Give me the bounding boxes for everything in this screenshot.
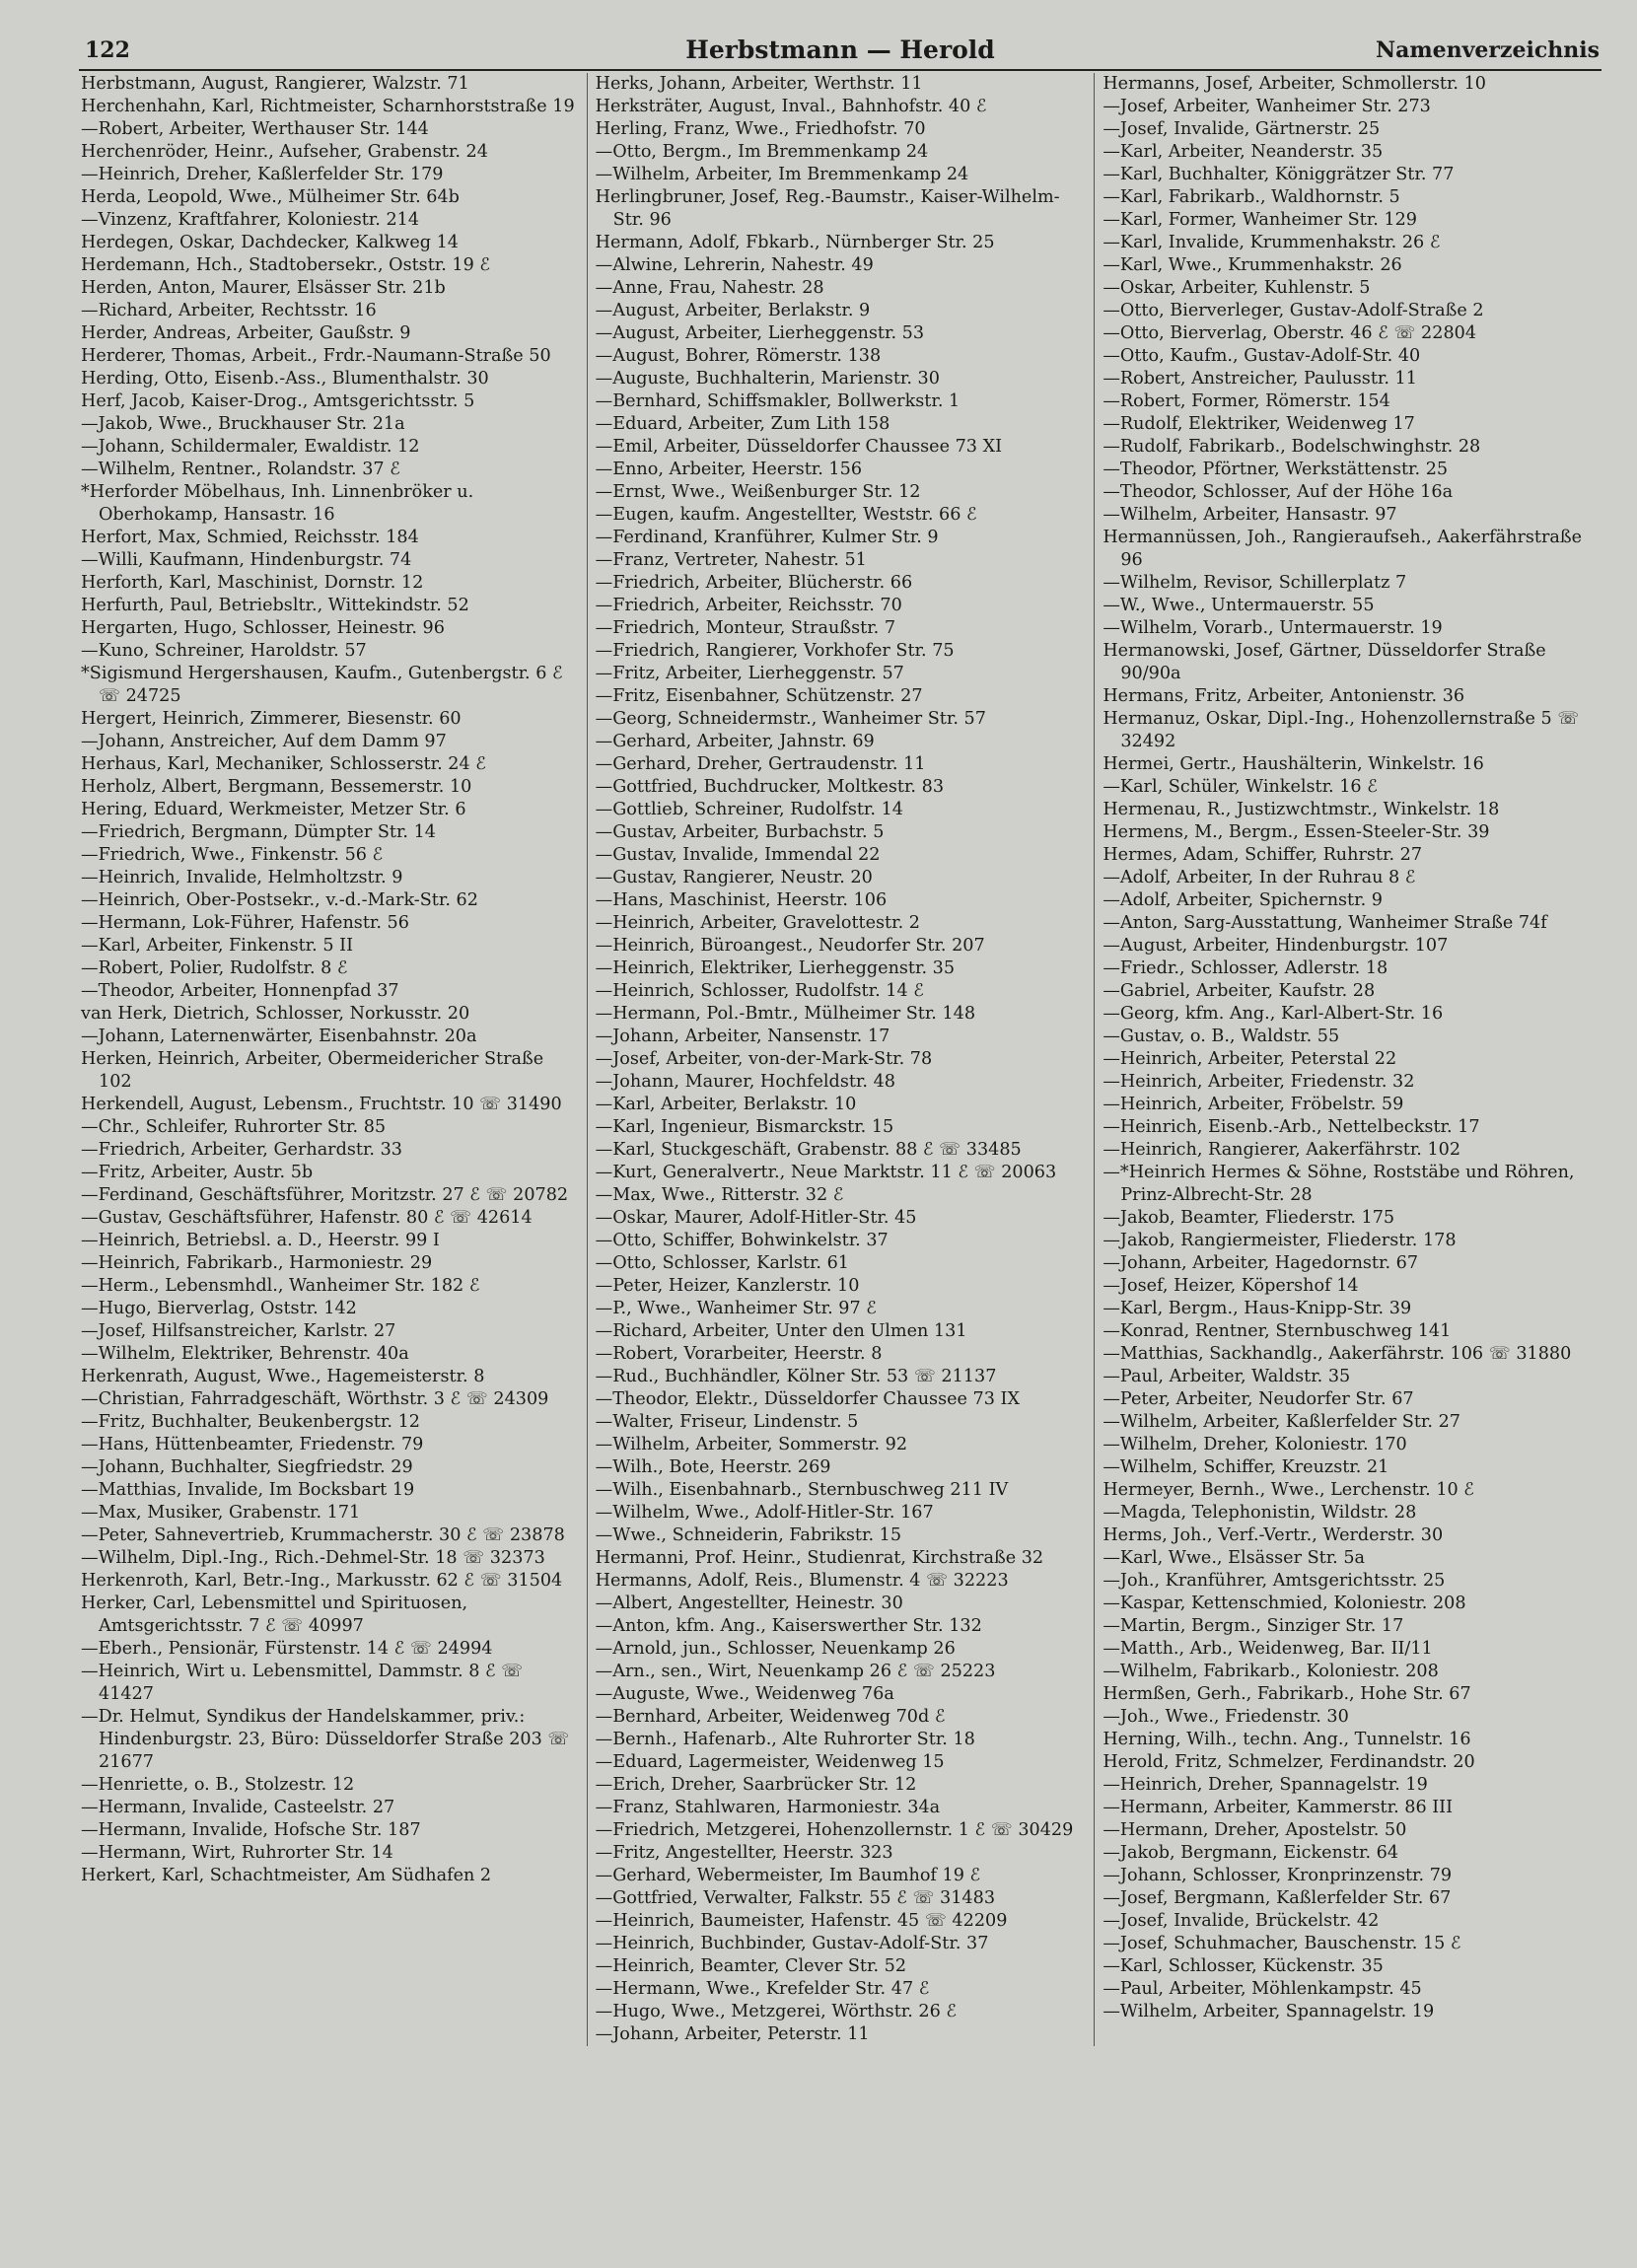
directory-entry: —Friedrich, Metzgerei, Hohenzollernstr. 1 ℰ ☏ 30429 [595,1820,1074,1840]
directory-entry: —Karl, Former, Wanheimer Str. 129 [1103,210,1417,230]
directory-entry: —Henriette, o. B., Stolzestr. 12 [81,1775,355,1795]
directory-entry: —Robert, Polier, Rudolfstr. 8 ℰ [81,958,348,978]
directory-entry: —Heinrich, Schlosser, Rudolfstr. 14 ℰ [595,981,924,1001]
directory-entry: —Hermann, Pol.-Bmtr., Mülheimer Str. 148 [595,1004,976,1024]
directory-entry: —Fritz, Eisenbahner, Schützenstr. 27 [595,686,923,706]
directory-entry: —Otto, Bierverleger, Gustav-Adolf-Straße 2 [1103,301,1484,320]
directory-entry: —Georg, Schneidermstr., Wanheimer Str. 57 [595,709,986,729]
directory-entry: Hermei, Gertr., Haushälterin, Winkelstr. 16 [1103,754,1484,774]
directory-entry: —Otto, Schiffer, Bohwinkelstr. 37 [595,1231,889,1250]
directory-entry: —Franz, Vertreter, Nahestr. 51 [595,550,867,570]
directory-entry: —Heinrich, Elektriker, Lierheggenstr. 35 [595,958,956,978]
directory-entry: —Wilhelm, Dreher, Koloniestr. 170 [1103,1435,1407,1454]
directory-entry: Hermans, Fritz, Arbeiter, Antonienstr. 36 [1103,686,1465,706]
directory-entry: —Friedrich, Arbeiter, Reichsstr. 70 [595,596,902,615]
directory-entry: —Johann, Schildermaler, Ewaldistr. 12 [81,437,420,457]
page-number: 122 [85,37,130,63]
directory-entry: —Hermann, Arbeiter, Kammerstr. 86 III [1103,1798,1454,1817]
directory-entry: —Eugen, kaufm. Angestellter, Weststr. 66 ℰ [595,505,977,525]
directory-entry: —Walter, Friseur, Lindenstr. 5 [595,1412,859,1432]
directory-entry: —Johann, Arbeiter, Hagedornstr. 67 [1103,1253,1419,1273]
directory-entry: —August, Arbeiter, Lierheggenstr. 53 [595,323,925,343]
directory-entry: —Gerhard, Arbeiter, Jahnstr. 69 [595,732,875,751]
directory-entry: —Kuno, Schreiner, Haroldstr. 57 [81,641,367,661]
directory-entry: —Theodor, Pförtner, Werkstättenstr. 25 [1103,460,1449,479]
directory-entry: —Dr. Helmut, Syndikus der Handelskammer, priv.: Hindenburgstr. 23, Büro: Düsseldorfer Straße 203 ☏ 21677 [81,1707,570,1772]
directory-entry: —Chr., Schleifer, Ruhrorter Str. 85 [81,1117,387,1137]
directory-entry: —Konrad, Rentner, Sternbuschweg 141 [1103,1321,1452,1341]
directory-entry: Herhaus, Karl, Mechaniker, Schlosserstr. 24 ℰ [81,754,486,774]
directory-entry: —Adolf, Arbeiter, In der Ruhrau 8 ℰ [1103,868,1416,887]
directory-entry: —Franz, Stahlwaren, Harmoniestr. 34a [595,1798,941,1817]
directory-entry: —Fritz, Arbeiter, Austr. 5b [81,1163,314,1182]
directory-entry: —Wilhelm, Arbeiter, Hansastr. 97 [1103,505,1397,525]
section-title: Namenverzeichnis [1376,37,1600,63]
directory-entry: —Karl, Schlosser, Kückenstr. 35 [1103,1956,1384,1976]
directory-entry: —Hans, Hüttenbeamter, Friedenstr. 79 [81,1435,424,1454]
directory-entry: —Jakob, Beamter, Fliederstr. 175 [1103,1208,1395,1228]
directory-entry: Hermanowski, Josef, Gärtner, Düsseldorfer Straße 90/90a [1103,641,1546,683]
directory-entry: —Gerhard, Webermeister, Im Baumhof 19 ℰ [595,1866,981,1885]
running-head: Herbstmann — Herold [685,35,995,64]
directory-entry: Hermeyer, Bernh., Wwe., Lerchenstr. 10 ℰ [1103,1480,1474,1500]
directory-entry: —Oskar, Maurer, Adolf-Hitler-Str. 45 [595,1208,917,1228]
directory-entry: —Arnold, jun., Schlosser, Neuenkamp 26 [595,1639,956,1659]
directory-entry: —Heinrich, Arbeiter, Gravelottestr. 2 [595,913,920,933]
directory-entry: —Heinrich, Arbeiter, Fröbelstr. 59 [1103,1095,1404,1114]
directory-entry: —Jakob, Bergmann, Eickenstr. 64 [1103,1843,1399,1863]
directory-entry: —Josef, Arbeiter, von-der-Mark-Str. 78 [595,1049,933,1069]
directory-entry: *Sigismund Hergershausen, Kaufm., Gutenbergstr. 6 ℰ ☏ 24725 [81,664,563,706]
directory-entry: —Heinrich, Ober-Postsekr., v.-d.-Mark-Str. 62 [81,890,478,910]
directory-entry: —Joh., Kranführer, Amtsgerichtsstr. 25 [1103,1571,1446,1591]
directory-entry: —August, Arbeiter, Berlakstr. 9 [595,301,871,320]
directory-entry: —Wilhelm, Wwe., Adolf-Hitler-Str. 167 [595,1503,934,1523]
directory-entry: —P., Wwe., Wanheimer Str. 97 ℰ [595,1299,877,1318]
column-3 [1094,73,1601,2046]
directory-entry: —Matthias, Sackhandlg., Aakerfährstr. 106 ☏ 31880 [1103,1344,1572,1364]
directory-entry: —Karl, Buchhalter, Königgrätzer Str. 77 [1103,165,1455,184]
directory-entry: —Eberh., Pensionär, Fürstenstr. 14 ℰ ☏ 24994 [81,1639,493,1659]
directory-entry: Hergert, Heinrich, Zimmerer, Biesenstr. 60 [81,709,462,729]
directory-entry: —Gottfried, Buchdrucker, Moltkestr. 83 [595,777,945,797]
directory-entry: —Josef, Hilfsanstreicher, Karlstr. 27 [81,1321,396,1341]
directory-entry: —Heinrich, Betriebsl. a. D., Heerstr. 99 I [81,1231,440,1250]
directory-entry: —Richard, Arbeiter, Rechtsstr. 16 [81,301,377,320]
directory-entry: —W., Wwe., Untermauerstr. 55 [1103,596,1375,615]
directory-entry: —Alwine, Lehrerin, Nahestr. 49 [595,255,874,275]
directory-entry: —Wilh., Eisenbahnarb., Sternbuschweg 211 IV [595,1480,1009,1500]
directory-entry: —Ferdinand, Kranführer, Kulmer Str. 9 [595,528,939,547]
directory-entry: —Wilhelm, Revisor, Schillerplatz 7 [1103,573,1407,593]
directory-entry: —Johann, Buchhalter, Siegfriedstr. 29 [81,1457,413,1477]
directory-entry: —Gustav, Geschäftsführer, Hafenstr. 80 ℰ ☏ 42614 [81,1208,533,1228]
directory-entry: —Hermann, Wwe., Krefelder Str. 47 ℰ [595,1979,930,1999]
directory-entry: —Martin, Bergm., Sinziger Str. 17 [1103,1616,1404,1636]
directory-entry: van Herk, Dietrich, Schlosser, Norkusstr. 20 [81,1004,470,1024]
directory-entry: —Friedrich, Arbeiter, Blücherstr. 66 [595,573,913,593]
directory-entry: —August, Bohrer, Römerstr. 138 [595,346,882,366]
directory-entry: —Fritz, Buchhalter, Beukenbergstr. 12 [81,1412,420,1432]
directory-entry: —Jakob, Rangiermeister, Fliederstr. 178 [1103,1231,1457,1250]
directory-entry: —Wwe., Schneiderin, Fabrikstr. 15 [595,1525,902,1545]
directory-entry: —Magda, Telephonistin, Wildstr. 28 [1103,1503,1417,1523]
directory-entry: Herder, Andreas, Arbeiter, Gaußstr. 9 [81,323,411,343]
directory-entry: —Gottlieb, Schreiner, Rudolfstr. 14 [595,800,903,819]
directory-entry: —Otto, Bergm., Im Bremmenkamp 24 [595,142,929,162]
directory-entry: —Johann, Laternenwärter, Eisenbahnstr. 20a [81,1027,477,1046]
directory-entry: —Matthias, Invalide, Im Bocksbart 19 [81,1480,415,1500]
directory-entry: —Hermann, Dreher, Apostelstr. 50 [1103,1820,1407,1840]
directory-entry: Herksträter, August, Inval., Bahnhofstr. 40 ℰ [595,97,987,116]
directory-entry: —Otto, Bierverlag, Oberstr. 46 ℰ ☏ 22804 [1103,323,1477,343]
directory-entry: Herkert, Karl, Schachtmeister, Am Südhafen 2 [81,1866,492,1885]
directory-entry: —Peter, Arbeiter, Neudorfer Str. 67 [1103,1389,1414,1409]
directory-entry: —Willi, Kaufmann, Hindenburgstr. 74 [81,550,412,570]
directory-entry: Herlingbruner, Josef, Reg.-Baumstr., Kaiser-Wilhelm-Str. 96 [595,187,1060,230]
directory-entry: —Rudolf, Fabrikarb., Bodelschwinghstr. 28 [1103,437,1481,457]
directory-entry: Hermannüssen, Joh., Rangieraufseh., Aakerfährstraße 96 [1103,528,1583,570]
directory-entry: —Wilhelm, Arbeiter, Sommerstr. 92 [595,1435,908,1454]
directory-entry: —Josef, Arbeiter, Wanheimer Str. 273 [1103,97,1431,116]
directory-entry: —Fritz, Angestellter, Heerstr. 323 [595,1843,893,1863]
directory-entry: —Friedrich, Monteur, Straußstr. 7 [595,618,896,638]
directory-entry: Herf, Jacob, Kaiser-Drog., Amtsgerichtsstr. 5 [81,391,475,411]
directory-entry: —Wilhelm, Arbeiter, Kaßlerfelder Str. 27 [1103,1412,1460,1432]
directory-entry: —Karl, Arbeiter, Neanderstr. 35 [1103,142,1384,162]
directory-entry: —Jakob, Wwe., Bruckhauser Str. 21a [81,414,405,434]
directory-entry: —Heinrich, Wirt u. Lebensmittel, Dammstr. 8 ℰ ☏ 41427 [81,1662,524,1704]
directory-entry: —Josef, Invalide, Gärtnerstr. 25 [1103,119,1381,139]
directory-entry: Hermes, Adam, Schiffer, Ruhrstr. 27 [1103,845,1423,865]
directory-entry: —Josef, Heizer, Köpershof 14 [1103,1276,1359,1296]
directory-entry: —Otto, Schlosser, Karlstr. 61 [595,1253,849,1273]
directory-entry: —Bernhard, Schiffsmakler, Bollwerkstr. 1 [595,391,961,411]
directory-entry: —Heinrich, Baumeister, Hafenstr. 45 ☏ 42209 [595,1911,1008,1931]
directory-entry: —Wilh., Bote, Heerstr. 269 [595,1457,831,1477]
directory-entry: —Adolf, Arbeiter, Spichernstr. 9 [1103,890,1383,910]
directory-entry: —Karl, Arbeiter, Finkenstr. 5 II [81,936,354,956]
directory-entry: Herms, Joh., Verf.-Vertr., Werderstr. 30 [1103,1525,1444,1545]
column-2 [587,73,1095,2046]
directory-entry: —Hermann, Wirt, Ruhrorter Str. 14 [81,1843,393,1863]
directory-entry: —Heinrich, Arbeiter, Friedenstr. 32 [1103,1072,1415,1092]
directory-entry: Hermann, Adolf, Fbkarb., Nürnberger Str. 25 [595,233,995,252]
directory-entry: —Robert, Arbeiter, Werthauser Str. 144 [81,119,429,139]
directory-entry: —Wilhelm, Arbeiter, Im Bremmenkamp 24 [595,165,969,184]
directory-entry: —Max, Musiker, Grabenstr. 171 [81,1503,361,1523]
directory-entry: Herling, Franz, Wwe., Friedhofstr. 70 [595,119,926,139]
directory-entry: —Friedrich, Arbeiter, Gerhardstr. 33 [81,1140,402,1160]
directory-entry: —Wilhelm, Dipl.-Ing., Rich.-Dehmel-Str. 18 ☏ 32373 [81,1548,545,1568]
directory-entry: —Wilhelm, Fabrikarb., Koloniestr. 208 [1103,1662,1439,1681]
directory-entry: —Karl, Wwe., Krummenhakstr. 26 [1103,255,1402,275]
directory-entry: —Rudolf, Elektriker, Weidenweg 17 [1103,414,1415,434]
directory-entry: —Heinrich, Fabrikarb., Harmoniestr. 29 [81,1253,433,1273]
directory-entry: —Heinrich, Beamter, Clever Str. 52 [595,1956,907,1976]
directory-entry: —Friedr., Schlosser, Adlerstr. 18 [1103,958,1388,978]
directory-entry: Herkendell, August, Lebensm., Fruchtstr. 10 ☏ 31490 [81,1095,562,1114]
directory-entry: —Theodor, Schlosser, Auf der Höhe 16a [1103,482,1454,502]
directory-entry: —Gustav, Rangierer, Neustr. 20 [595,868,873,887]
directory-entry: —Karl, Stuckgeschäft, Grabenstr. 88 ℰ ☏ 33485 [595,1140,1022,1160]
directory-entry: Herbstmann, August, Rangierer, Walzstr. 71 [81,74,469,94]
directory-entry: Herding, Otto, Eisenb.-Ass., Blumenthalstr. 30 [81,369,489,389]
directory-entry: —Peter, Heizer, Kanzlerstr. 10 [595,1276,860,1296]
directory-entry: —Heinrich, Dreher, Kaßlerfelder Str. 179 [81,165,444,184]
directory-entry: —Christian, Fahrradgeschäft, Wörthstr. 3 ℰ ☏ 24309 [81,1389,549,1409]
directory-entry: —Karl, Invalide, Krummenhakstr. 26 ℰ [1103,233,1441,252]
directory-entry: —Heinrich, Arbeiter, Peterstal 22 [1103,1049,1397,1069]
directory-entry: Hermanuz, Oskar, Dipl.-Ing., Hohenzollernstraße 5 ☏ 32492 [1103,709,1580,751]
directory-entry: —Gabriel, Arbeiter, Kaufstr. 28 [1103,981,1376,1001]
directory-entry: —Wilhelm, Vorarb., Untermauerstr. 19 [1103,618,1443,638]
directory-entry: Hermens, M., Bergm., Essen-Steeler-Str. 39 [1103,822,1490,842]
directory-entry: —Wilhelm, Elektriker, Behrenstr. 40a [81,1344,409,1364]
directory-entry: —Hermann, Lok-Führer, Hafenstr. 56 [81,913,409,933]
directory-entry: Herchenhahn, Karl, Richtmeister, Scharnhorststraße 19 [81,97,575,116]
directory-entry: —Karl, Fabrikarb., Waldhornstr. 5 [1103,187,1400,207]
directory-entry: Herold, Fritz, Schmelzer, Ferdinandstr. 20 [1103,1752,1475,1772]
directory-entry: Herda, Leopold, Wwe., Mülheimer Str. 64b [81,187,460,207]
directory-entry: —Anton, kfm. Ang., Kaiserswerther Str. 132 [595,1616,982,1636]
directory-entry: —Johann, Schlosser, Kronprinzenstr. 79 [1103,1866,1453,1885]
directory-entry: —Johann, Arbeiter, Peterstr. 11 [595,2024,870,2044]
directory-entry: —Oskar, Arbeiter, Kuhlenstr. 5 [1103,278,1371,298]
directory-entry: Herholz, Albert, Bergmann, Bessemerstr. 10 [81,777,472,797]
directory-entry: Herdegen, Oskar, Dachdecker, Kalkweg 14 [81,233,459,252]
directory-entry: —Paul, Arbeiter, Waldstr. 35 [1103,1367,1351,1386]
directory-entry: —Richard, Arbeiter, Unter den Ulmen 131 [595,1321,967,1341]
directory-entry: —Matth., Arb., Weidenweg, Bar. II/11 [1103,1639,1433,1659]
directory-entry: —Enno, Arbeiter, Heerstr. 156 [595,460,863,479]
directory-entry: —Hugo, Bierverlag, Oststr. 142 [81,1299,357,1318]
directory-entry: —Gerhard, Dreher, Gertraudenstr. 11 [595,754,926,774]
page-header [79,35,1601,71]
directory-entry: —Heinrich, Rangierer, Aakerfährstr. 102 [1103,1140,1461,1160]
directory-entry: —Josef, Invalide, Brückelstr. 42 [1103,1911,1380,1931]
directory-entry: Herderer, Thomas, Arbeit., Frdr.-Naumann-Straße 50 [81,346,551,366]
directory-entry: —Eduard, Arbeiter, Zum Lith 158 [595,414,890,434]
directory-entry: —Robert, Former, Römerstr. 154 [1103,391,1390,411]
directory-entry: —Gustav, Invalide, Immendal 22 [595,845,881,865]
directory-entry: —Gustav, Arbeiter, Burbachstr. 5 [595,822,885,842]
directory-entry: Hergarten, Hugo, Schlosser, Heinestr. 96 [81,618,445,638]
directory-entry: —Albert, Angestellter, Heinestr. 30 [595,1594,903,1613]
directory-entry: —August, Arbeiter, Hindenburgstr. 107 [1103,936,1449,956]
directory-columns [79,73,1601,2046]
directory-entry: Herchenröder, Heinr., Aufseher, Grabenstr. 24 [81,142,488,162]
directory-entry: —Hugo, Wwe., Metzgerei, Wörthstr. 26 ℰ [595,2002,958,2021]
directory-entry: —Theodor, Elektr., Düsseldorfer Chaussee 73 IX [595,1389,1020,1409]
directory-entry: —Georg, kfm. Ang., Karl-Albert-Str. 16 [1103,1004,1444,1024]
directory-entry: —Ernst, Wwe., Weißenburger Str. 12 [595,482,921,502]
directory-entry: —Anton, Sarg-Ausstattung, Wanheimer Straße 74f [1103,913,1547,933]
directory-entry: Hermanni, Prof. Heinr., Studienrat, Kirchstraße 32 [595,1548,1044,1568]
directory-entry: —Heinrich, Eisenb.-Arb., Nettelbeckstr. 17 [1103,1117,1480,1137]
directory-entry: —Johann, Anstreicher, Auf dem Damm 97 [81,732,447,751]
directory-entry: —Josef, Bergmann, Kaßlerfelder Str. 67 [1103,1888,1452,1908]
directory-entry: —Theodor, Arbeiter, Honnenpfad 37 [81,981,399,1001]
column-1 [79,73,587,2046]
directory-entry: —Anne, Frau, Nahestr. 28 [595,278,824,298]
directory-entry: —Gustav, o. B., Waldstr. 55 [1103,1027,1340,1046]
directory-entry: —Auguste, Wwe., Weidenweg 76a [595,1684,894,1704]
directory-entry: —Ferdinand, Geschäftsführer, Moritzstr. 27 ℰ ☏ 20782 [81,1185,569,1205]
directory-entry: —Hermann, Invalide, Hofsche Str. 187 [81,1820,421,1840]
directory-entry: —Friedrich, Wwe., Finkenstr. 56 ℰ [81,845,384,865]
directory-entry: —Heinrich, Dreher, Spannagelstr. 19 [1103,1775,1428,1795]
directory-entry: Herkenrath, August, Wwe., Hagemeisterstr. 8 [81,1367,485,1386]
directory-entry: —Gottfried, Verwalter, Falkstr. 55 ℰ ☏ 31483 [595,1888,996,1908]
directory-entry: —Hans, Maschinist, Heerstr. 106 [595,890,888,910]
directory-entry: —Friedrich, Rangierer, Vorkhofer Str. 75 [595,641,955,661]
directory-entry: —Otto, Kaufm., Gustav-Adolf-Str. 40 [1103,346,1421,366]
directory-entry: —Kurt, Generalvertr., Neue Marktstr. 11 ℰ ☏ 20063 [595,1163,1057,1182]
directory-entry: Hermßen, Gerh., Fabrikarb., Hohe Str. 67 [1103,1684,1471,1704]
directory-entry: Herfurth, Paul, Betriebsltr., Wittekindstr. 52 [81,596,469,615]
directory-entry: Herforth, Karl, Maschinist, Dornstr. 12 [81,573,424,593]
directory-entry: Herks, Johann, Arbeiter, Werthstr. 11 [595,74,923,94]
directory-entry: —Hermann, Invalide, Casteelstr. 27 [81,1798,395,1817]
directory-entry: —Joh., Wwe., Friedenstr. 30 [1103,1707,1349,1727]
directory-entry: —Bernh., Hafenarb., Alte Ruhrorter Str. 18 [595,1730,975,1749]
directory-entry: —Johann, Maurer, Hochfeldstr. 48 [595,1072,895,1092]
directory-entry: Herdemann, Hch., Stadtobersekr., Oststr. 19 ℰ [81,255,491,275]
directory-entry: Herker, Carl, Lebensmittel und Spirituosen, Amtsgerichtsstr. 7 ℰ ☏ 40997 [81,1594,468,1636]
directory-entry: —Robert, Vorarbeiter, Heerstr. 8 [595,1344,883,1364]
directory-entry: Hermanns, Josef, Arbeiter, Schmollerstr. 10 [1103,74,1486,94]
directory-entry: Herkenroth, Karl, Betr.-Ing., Markusstr. 62 ℰ ☏ 31504 [81,1571,563,1591]
directory-entry: Herden, Anton, Maurer, Elsässer Str. 21b [81,278,446,298]
directory-entry: —Karl, Wwe., Elsässer Str. 5a [1103,1548,1366,1568]
directory-entry: Herning, Wilh., techn. Ang., Tunnelstr. 16 [1103,1730,1471,1749]
directory-entry: —Wilhelm, Schiffer, Kreuzstr. 21 [1103,1457,1389,1477]
directory-entry: —Heinrich, Büroangest., Neudorfer Str. 207 [595,936,985,956]
directory-entry: —Wilhelm, Rentner., Rolandstr. 37 ℰ [81,460,400,479]
directory-entry: —Rud., Buchhändler, Kölner Str. 53 ☏ 21137 [595,1367,997,1386]
directory-entry: —Karl, Bergm., Haus-Knipp-Str. 39 [1103,1299,1412,1318]
directory-entry: —Eduard, Lagermeister, Weidenweg 15 [595,1752,945,1772]
directory-entry: —Erich, Dreher, Saarbrücker Str. 12 [595,1775,917,1795]
directory-entry: —Heinrich, Buchbinder, Gustav-Adolf-Str. 37 [595,1934,989,1953]
directory-entry: —Bernhard, Arbeiter, Weidenweg 70d ℰ [595,1707,946,1727]
directory-entry: Hermenau, R., Justizwchtmstr., Winkelstr. 18 [1103,800,1500,819]
directory-entry: Herken, Heinrich, Arbeiter, Obermeidericher Straße 102 [81,1049,544,1092]
directory-entry: —Kaspar, Kettenschmied, Koloniestr. 208 [1103,1594,1466,1613]
directory-entry: Hermanns, Adolf, Reis., Blumenstr. 4 ☏ 32223 [595,1571,1009,1591]
directory-entry: —Paul, Arbeiter, Möhlenkampstr. 45 [1103,1979,1422,1999]
directory-entry: Herfort, Max, Schmied, Reichsstr. 184 [81,528,419,547]
directory-entry: —Peter, Sahnevertrieb, Krummacherstr. 30 ℰ ☏ 23878 [81,1525,565,1545]
directory-entry: —Arn., sen., Wirt, Neuenkamp 26 ℰ ☏ 25223 [595,1662,996,1681]
directory-entry: —*Heinrich Hermes & Söhne, Roststäbe und Röhren, Prinz-Albrecht-Str. 28 [1103,1163,1575,1205]
directory-entry: —Fritz, Arbeiter, Lierheggenstr. 57 [595,664,904,683]
directory-entry: —Vinzenz, Kraftfahrer, Koloniestr. 214 [81,210,420,230]
directory-entry: —Karl, Ingenieur, Bismarckstr. 15 [595,1117,894,1137]
directory-entry: —Karl, Arbeiter, Berlakstr. 10 [595,1095,857,1114]
directory-entry: —Auguste, Buchhalterin, Marienstr. 30 [595,369,940,389]
directory-entry: —Josef, Schuhmacher, Bauschenstr. 15 ℰ [1103,1934,1461,1953]
directory-entry: Hering, Eduard, Werkmeister, Metzer Str. 6 [81,800,466,819]
directory-entry: —Johann, Arbeiter, Nansenstr. 17 [595,1027,890,1046]
directory-entry: —Emil, Arbeiter, Düsseldorfer Chaussee 73 XI [595,437,1003,457]
directory-entry: —Heinrich, Invalide, Helmholtzstr. 9 [81,868,403,887]
directory-entry: —Max, Wwe., Ritterstr. 32 ℰ [595,1185,844,1205]
directory-entry: —Herm., Lebensmhdl., Wanheimer Str. 182 ℰ [81,1276,480,1296]
directory-entry: —Robert, Anstreicher, Paulusstr. 11 [1103,369,1417,389]
directory-entry: *Herforder Möbelhaus, Inh. Linnenbröker u. Oberhokamp, Hansastr. 16 [81,482,474,525]
directory-entry: —Karl, Schüler, Winkelstr. 16 ℰ [1103,777,1378,797]
directory-entry: —Wilhelm, Arbeiter, Spannagelstr. 19 [1103,2002,1435,2021]
directory-entry: —Friedrich, Bergmann, Dümpter Str. 14 [81,822,436,842]
